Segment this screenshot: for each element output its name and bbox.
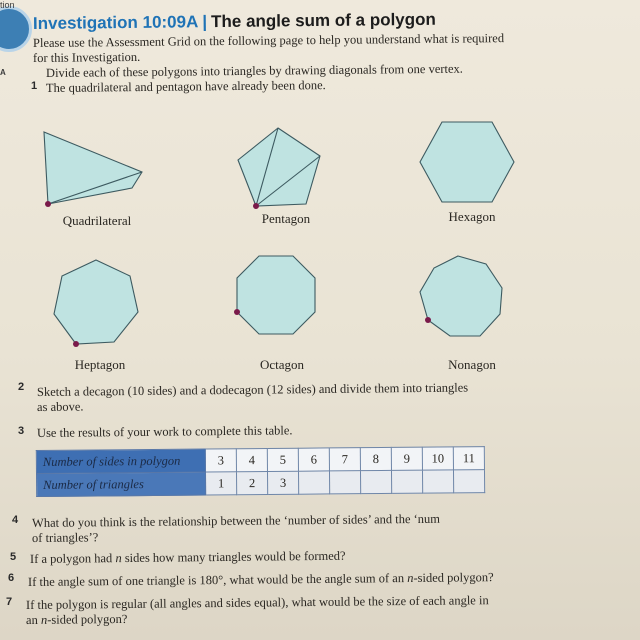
pentagon-figure	[236, 126, 326, 216]
table-cell: 8	[360, 447, 391, 470]
question-1-line-1: Divide each of these polygons into triangles by drawing diagonals from one vertex.	[45, 61, 463, 80]
table-cell: 6	[298, 448, 329, 471]
question-2-number: 2	[18, 381, 25, 393]
heptagon-figure	[52, 258, 142, 348]
shape-label-hexagon: Hexagon	[448, 209, 496, 224]
title-separator: |	[202, 12, 208, 32]
answer-cell[interactable]	[329, 471, 360, 494]
row-header-sides: Number of sides in polygon	[36, 449, 205, 473]
question-3-number: 3	[18, 425, 25, 437]
question-1-line-2: The quadrilateral and pentagon have already been done.	[45, 78, 326, 95]
table-cell: 5	[267, 448, 298, 471]
answer-cell[interactable]	[453, 470, 484, 493]
shape-label-octagon: Octagon	[259, 357, 305, 372]
nonagon-figure	[418, 254, 508, 344]
octagon-figure	[235, 254, 317, 336]
section-tab	[0, 6, 32, 52]
hexagon-figure	[418, 120, 518, 206]
table-cell: 7	[329, 448, 360, 471]
section-tab-label: tion	[0, 0, 15, 10]
investigation-name: The angle sum of a polygon	[210, 9, 436, 32]
question-4-number: 4	[12, 514, 19, 526]
margin-label: A	[0, 68, 6, 77]
question-2-line-1: Sketch a decagon (10 sides) and a dodecagon (12 sides) and divide them into triangles	[36, 380, 469, 399]
question-5-text: If a polygon had n sides how many triangles would be formed?	[29, 548, 346, 566]
investigation-number: Investigation 10:09A	[32, 12, 199, 33]
shape-label-quadrilateral: Quadrilateral	[62, 213, 132, 228]
shape-label-pentagon: Pentagon	[261, 211, 311, 226]
table-cell: 3	[267, 471, 298, 494]
question-7-number: 7	[6, 596, 13, 608]
question-1-number: 1	[31, 80, 38, 92]
answer-cell[interactable]	[422, 470, 453, 493]
table-cell: 9	[391, 447, 422, 470]
shape-label-nonagon: Nonagon	[448, 357, 496, 372]
quadrilateral-figure	[40, 130, 150, 210]
question-4-line-2: of triangles’?	[31, 530, 99, 545]
table-cell: 3	[205, 449, 236, 472]
row-header-triangles: Number of triangles	[36, 472, 205, 496]
answer-cell[interactable]	[391, 470, 422, 493]
table-cell: 1	[205, 472, 236, 495]
question-5-number: 5	[10, 551, 17, 563]
question-3-text: Use the results of your work to complete this table.	[36, 423, 293, 440]
table-cell: 4	[236, 448, 267, 471]
intro-line-1: Please use the Assessment Grid on the following page to help you understand what is required	[32, 31, 505, 50]
question-7-line-2: an n-sided polygon?	[25, 611, 128, 627]
table-cell: 10	[422, 447, 453, 470]
question-2-line-2: as above.	[36, 399, 84, 414]
investigation-title	[33, 10, 436, 34]
question-6-number: 6	[8, 572, 15, 584]
table-cell: 11	[453, 447, 484, 470]
question-7-line-1: If the polygon is regular (all angles and sides equal), what would be the size of each angle in	[25, 593, 489, 612]
question-6-text: If the angle sum of one triangle is 180°, what would be the angle sum of an n-sided polygon?	[27, 570, 494, 589]
answer-cell[interactable]	[298, 471, 329, 494]
results-table	[36, 446, 485, 497]
question-4-line-1: What do you think is the relationship between the ‘number of sides’ and the ‘num	[31, 511, 441, 530]
answer-cell[interactable]	[360, 470, 391, 493]
table-cell: 2	[236, 471, 267, 494]
intro-line-2: for this Investigation.	[32, 49, 141, 65]
table-row	[36, 470, 484, 497]
shape-label-heptagon: Heptagon	[74, 357, 126, 372]
